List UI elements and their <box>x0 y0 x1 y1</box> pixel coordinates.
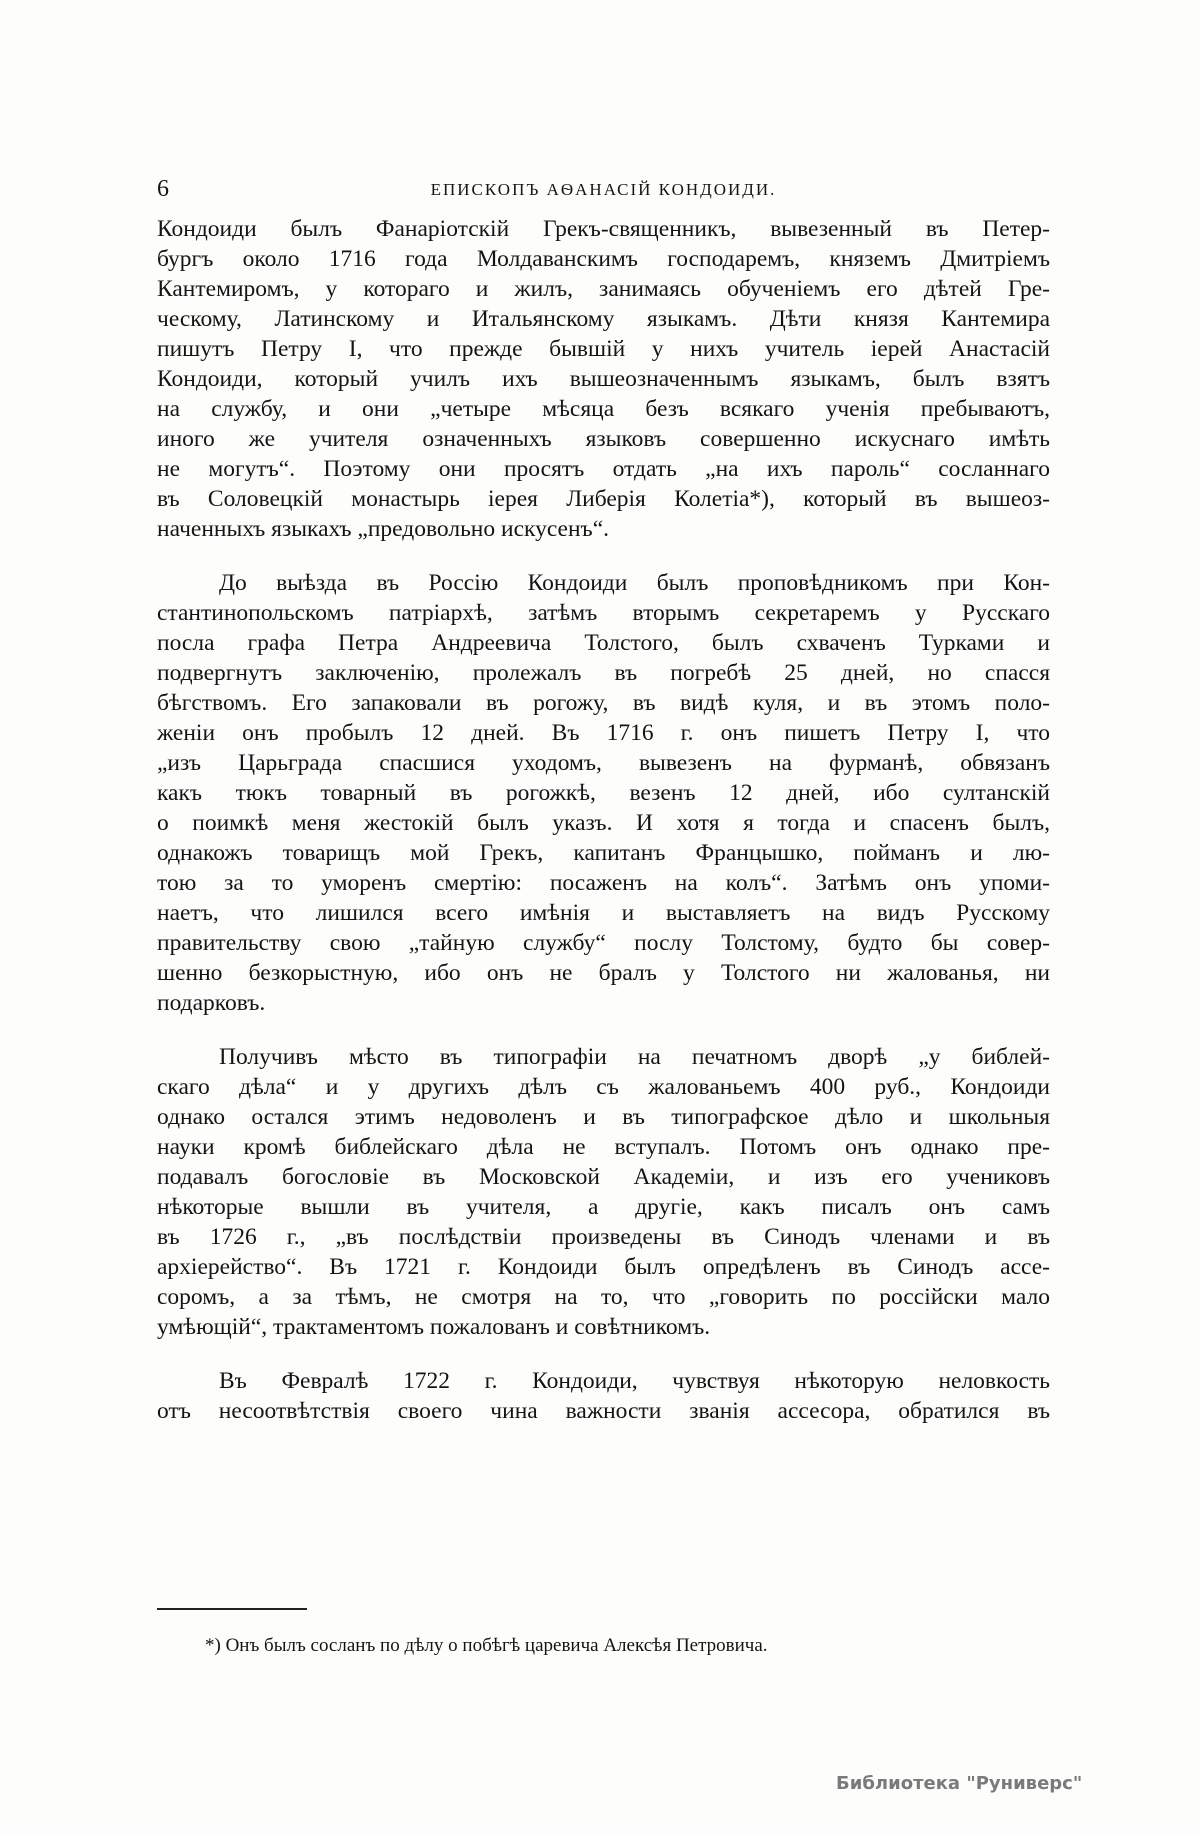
page-header <box>157 174 1050 204</box>
text-line: женіи онъ пробылъ 12 дней. Въ 1716 г. онъ пишетъ Петру I, что <box>157 720 1050 746</box>
page-number: 6 <box>157 176 169 202</box>
text-line: шенно безкорыстную, ибо онъ не бралъ у Толстого ни жалованья, ни <box>157 960 1050 986</box>
text-line: „изъ Царьграда спасшися уходомъ, вывезенъ на фурманѣ, обвязанъ <box>157 750 1050 776</box>
text-line: о поимкѣ меня жестокій былъ указъ. И хотя я тогда и спасенъ былъ, <box>157 810 1050 836</box>
text-line: стантинопольскомъ патріархѣ, затѣмъ вторымъ секретаремъ у Русскаго <box>157 600 1050 626</box>
text-line: скаго дѣла“ и у другихъ дѣлъ съ жалованьемъ 400 руб., Кондоиди <box>157 1074 1050 1100</box>
text-line: умѣющій“, трактаментомъ пожалованъ и совѣтникомъ. <box>157 1314 711 1340</box>
body-text <box>157 214 1050 1426</box>
text-line: бургъ около 1716 года Молдаванскимъ господаремъ, княземъ Дмитріемъ <box>157 246 1050 272</box>
text-line: науки кромѣ библейскаго дѣла не вступалъ. Потомъ онъ однако пре- <box>157 1134 1050 1160</box>
text-line: посла графа Петра Андреевича Толстого, былъ схваченъ Турками и <box>157 630 1050 656</box>
text-line: Кондоиди былъ Фанаріотскій Грекъ-священникъ, вывезенный въ Петер- <box>157 216 1050 242</box>
text-line: отъ несоотвѣтствія своего чина важности званія ассесора, обратился въ <box>157 1398 1050 1424</box>
text-line: правительству свою „тайную службу“ послу Толстому, будто бы совер- <box>157 930 1050 956</box>
text-line: какъ тюкъ товарный въ рогожкѣ, везенъ 12 дней, ибо султанскій <box>157 780 1050 806</box>
paragraph <box>157 568 1050 1018</box>
footnote-divider <box>157 1608 307 1610</box>
text-line: соромъ, а за тѣмъ, не смотря на то, что „говорить по россійски мало <box>157 1284 1050 1310</box>
text-line: Въ Февралѣ 1722 г. Кондоиди, чувствуя нѣкоторую неловкость <box>219 1368 1050 1394</box>
text-line: тою за то уморенъ смертію: посаженъ на колъ“. Затѣмъ онъ упоми- <box>157 870 1050 896</box>
text-line: пишутъ Петру I, что прежде бывшій у нихъ учитель іерей Анастасій <box>157 336 1050 362</box>
running-title: ЕПИСКОПЪ АѲАНАСІЙ КОНДОИДИ. <box>430 180 777 199</box>
text-line: не могутъ“. Поэтому они просятъ отдать „на ихъ пароль“ сосланнаго <box>157 456 1050 482</box>
text-line: въ 1726 г., „въ послѣдствіи произведены въ Синодъ членами и въ <box>157 1224 1050 1250</box>
text-line: однако остался этимъ недоволенъ и въ типографское дѣло и школьныя <box>157 1104 1050 1130</box>
paragraph <box>157 214 1050 544</box>
text-line: наченныхъ языкахъ „предовольно искусенъ“. <box>157 516 610 542</box>
text-line: Получивъ мѣсто въ типографіи на печатномъ дворѣ „у библей- <box>219 1044 1050 1070</box>
text-line: Кондоиди, который училъ ихъ вышеозначеннымъ языкамъ, былъ взятъ <box>157 366 1050 392</box>
paragraph <box>157 1366 1050 1426</box>
paragraph-gap <box>157 1018 1050 1042</box>
paragraph-gap <box>157 1342 1050 1366</box>
text-line: иного же учителя означенныхъ языковъ совершенно искуснаго имѣть <box>157 426 1050 452</box>
text-line: въ Соловецкій монастырь іерея Либерія Колетіа*), который въ вышеоз- <box>157 486 1050 512</box>
text-line: подавалъ богословіе въ Московской Академіи, и изъ его учениковъ <box>157 1164 1050 1190</box>
library-watermark: Библиотека "Руниверс" <box>836 1773 1083 1794</box>
text-line: подарковъ. <box>157 990 266 1016</box>
text-line: нѣкоторые вышли въ учителя, а другіе, какъ писалъ онъ самъ <box>157 1194 1050 1220</box>
footnote: *) Онъ былъ сосланъ по дѣлу о побѣгѣ царевича Алексѣя Петровича. <box>205 1635 768 1656</box>
paragraph-gap <box>157 544 1050 568</box>
text-line: архіерейство“. Въ 1721 г. Кондоиди былъ опредѣленъ въ Синодъ ассе- <box>157 1254 1050 1280</box>
text-line: наетъ, что лишился всего имѣнія и выставляетъ на видъ Русскому <box>157 900 1050 926</box>
text-line: однакожъ товарищъ мой Грекъ, капитанъ Францышко, пойманъ и лю- <box>157 840 1050 866</box>
text-line: Кантемиромъ, у котораго и жилъ, занимаясь обученіемъ его дѣтей Гре- <box>157 276 1050 302</box>
paragraph <box>157 1042 1050 1342</box>
text-line: До выѣзда въ Россію Кондоиди былъ проповѣдникомъ при Кон- <box>219 570 1050 596</box>
text-line: ческому, Латинскому и Итальянскому языкамъ. Дѣти князя Кантемира <box>157 306 1050 332</box>
text-line: бѣгствомъ. Его запаковали въ рогожу, въ видѣ куля, и въ этомъ поло- <box>157 690 1050 716</box>
text-line: на службу, и они „четыре мѣсяца безъ всякаго ученія пребываютъ, <box>157 396 1050 422</box>
text-line: подвергнутъ заключенію, пролежалъ въ погребѣ 25 дней, но спасся <box>157 660 1050 686</box>
